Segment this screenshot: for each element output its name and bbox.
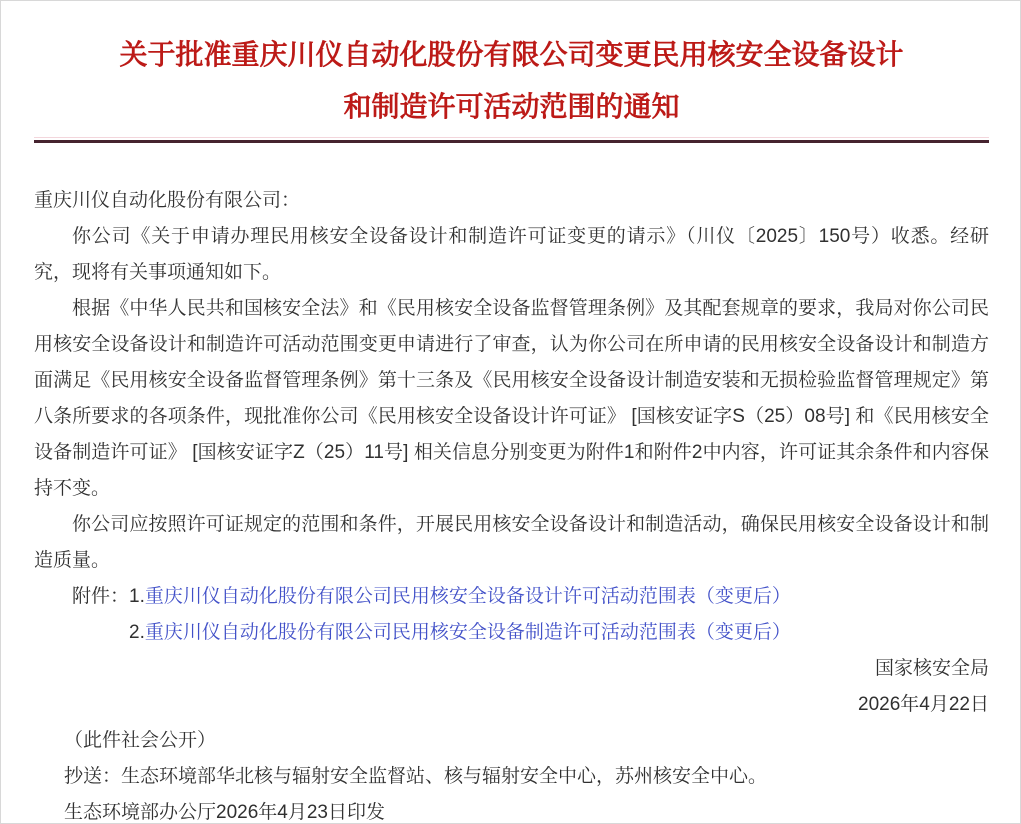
attachment-item-2 (129, 615, 989, 651)
attachment-number-1: 1. (129, 586, 145, 607)
document-body (34, 183, 989, 824)
divider-dark-line (34, 140, 989, 143)
title-divider (34, 137, 989, 143)
footer-block (34, 723, 989, 824)
salutation: 重庆川仪自动化股份有限公司： (34, 190, 301, 211)
attachment-link-manufacture-scope[interactable]: 重庆川仪自动化股份有限公司民用核安全设备制造许可活动范围表（变更后） (144, 622, 791, 643)
document-title (34, 29, 989, 133)
attachments-list (129, 579, 989, 651)
print-issue-line: 生态环境部办公厅2026年4月23日印发 (64, 802, 385, 823)
attachment-link-design-scope[interactable]: 重庆川仪自动化股份有限公司民用核安全设备设计许可活动范围表（变更后） (144, 586, 791, 607)
attachment-number-2: 2. (129, 622, 145, 643)
issue-date: 2026年4月22日 (858, 694, 989, 715)
attachment-item-1 (129, 579, 989, 615)
signature-block (34, 651, 989, 723)
issuing-agency: 国家核安全局 (874, 658, 989, 679)
cc-line: 抄送：生态环境部华北核与辐射安全监督站、核与辐射安全中心，苏州核安全中心。 (64, 766, 768, 787)
attachments-block (34, 579, 989, 651)
document-title-line-1: 关于批准重庆川仪自动化股份有限公司变更民用核安全设备设计 (119, 39, 904, 70)
document-title-line-2: 和制造许可活动范围的通知 (343, 91, 680, 122)
attachments-label: 附件： (72, 586, 130, 607)
paragraph-approval: 根据《中华人民共和国核安全法》和《民用核安全设备监督管理条例》及其配套规章的要求，我局对你公司民用核安全设备设计和制造许可活动范围变更申请进行了审查，认为你公司在所申请的民用核安全设备设计和制造方面满足《民用核安全设备监督管理条例》第十三条及《民用核安全设备设计制造安装和无损检验监督管理规定》第八条所要求的各项条件，现批准你公司《民用核安全设备设计许可证》 [国核安证字S（25）08号] 和《民用核安全设备制造许可证》 [国核安证字Z（25）11号] 相关信息分别变更为附件1和附件2中内容，许可证其余条件和内容保持不变。 (34, 298, 989, 499)
paragraph-acknowledgement: 你公司《关于申请办理民用核安全设备设计和制造许可证变更的请示》（川仪〔2025〕150号）收悉。经研究，现将有关事项通知如下。 (34, 226, 989, 283)
paragraph-obligation: 你公司应按照许可证规定的范围和条件，开展民用核安全设备设计和制造活动，确保民用核安全设备设计和制造质量。 (34, 514, 989, 571)
public-disclosure-note: （此件社会公开） (64, 730, 217, 751)
